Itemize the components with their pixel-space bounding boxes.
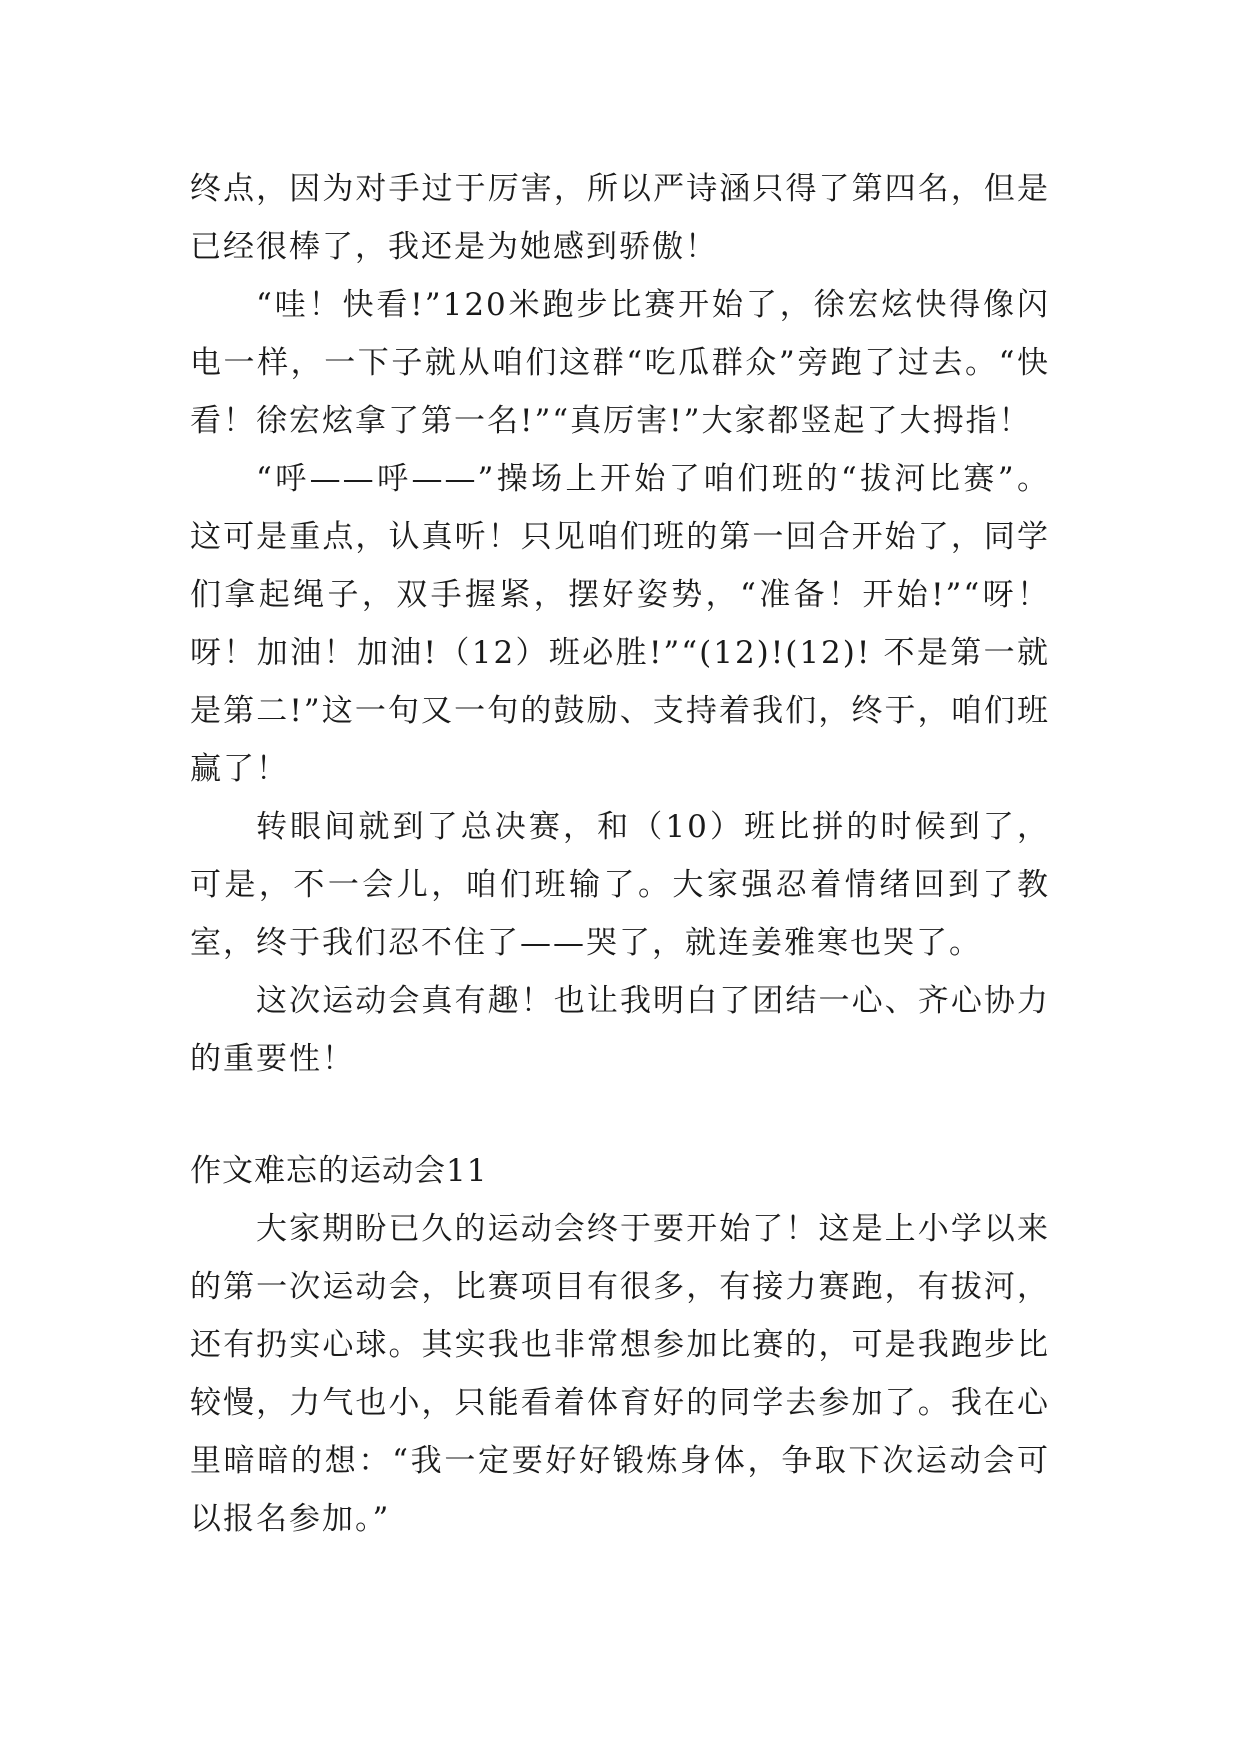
paragraph: 转眼间就到了总决赛，和（10）班比拼的时候到了，可是，不一会儿，咱们班输了。大家强忍着情绪回到了教室，终于我们忍不住了——哭了，就连姜雅寒也哭了。 [190, 809, 1050, 961]
paragraph: “呼——呼——”操场上开始了咱们班的“拔河比赛”。这可是重点，认真听！只见咱们班的第一回合开始了，同学们拿起绳子，双手握紧，摆好姿势，“准备！开始!”“呀！呀！加油！加油!（12）班必胜!”“(12)!(12)! 不是第一就是第二!”这一句又一句的鼓励、支持着我们，终于，咱们班赢了！ [190, 461, 1050, 787]
paragraph: “哇！快看!”120米跑步比赛开始了，徐宏炫快得像闪电一样，一下子就从咱们这群“吃瓜群众”旁跑了过去。“快看！徐宏炫拿了第一名!”“真厉害!”大家都竖起了大拇指！ [190, 287, 1050, 439]
paragraph: 这次运动会真有趣！也让我明白了团结一心、齐心协力的重要性！ [190, 983, 1050, 1077]
document-page [190, 160, 1050, 1548]
paragraph: 终点，因为对手过于厉害，所以严诗涵只得了第四名，但是已经很棒了，我还是为她感到骄傲！ [190, 171, 1050, 265]
paragraph: 大家期盼已久的运动会终于要开始了！这是上小学以来的第一次运动会，比赛项目有很多，有接力赛跑，有拔河，还有扔实心球。其实我也非常想参加比赛的，可是我跑步比较慢，力气也小，只能看着体育好的同学去参加了。我在心里暗暗的想：“我一定要好好锻炼身体，争取下次运动会可以报名参加。” [190, 1211, 1050, 1537]
section-title: 作文难忘的运动会11 [190, 1153, 488, 1189]
